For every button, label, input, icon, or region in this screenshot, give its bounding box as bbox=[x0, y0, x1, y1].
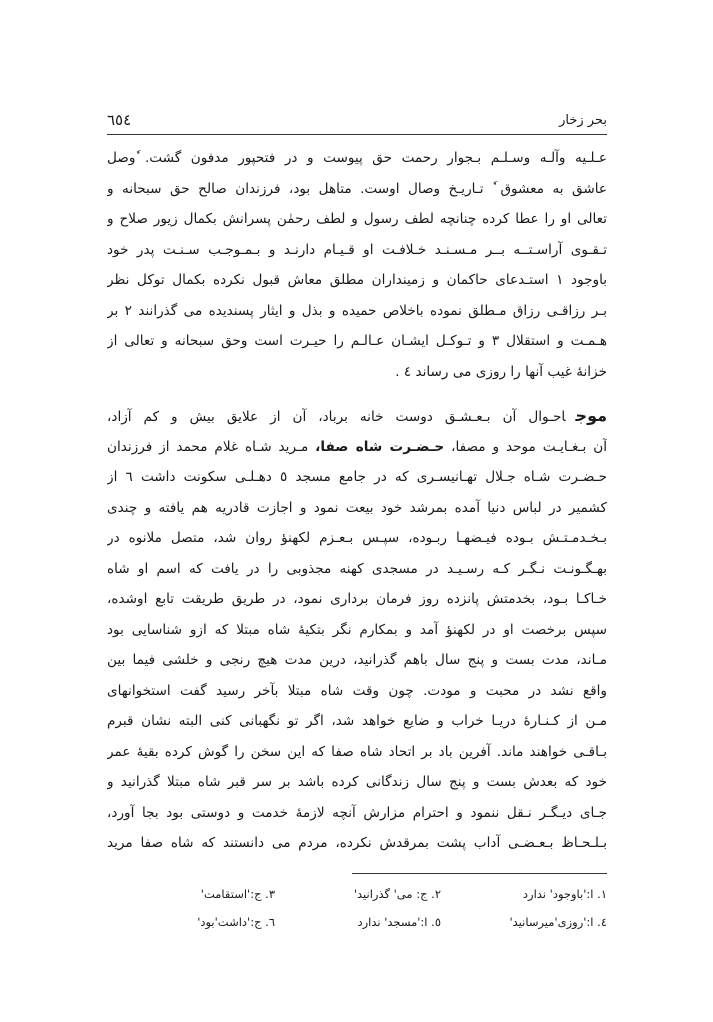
text-line: مـاند، مدت بست و پنج سال باهم گذرانید، درین مدت هیچ رنجی و خلشی فیما بین bbox=[107, 652, 607, 668]
text-line: بـر رزاقـی رزاق مـطلق نموده باخلاص حمیده و بذل و ایثار پسندیده می گذرانند ٢ بر bbox=[107, 302, 607, 319]
text-span: احـوال آن بـعـشـق دوست خانه برباد، آن از علایق بیش و کم آزاد، bbox=[107, 409, 566, 425]
text-line: خود که بعدش بست و پنج سال زندگانی کرده باشد بر سر قبر شاه مبتلا گذرانید و bbox=[107, 774, 607, 790]
text-line: بـخـدمـتـش بـوده فیـضهـا ربـوده، سپـس بـعـزم لکهنؤ روان شد، متصل ملانوه در bbox=[107, 530, 607, 546]
paragraph-gap bbox=[107, 387, 607, 401]
footnote: ١. ا:'باوجود' ندارد bbox=[522, 887, 607, 901]
text-line: مـن از کـنـارهٔ دریـا خراب و ضایع خواهد شد، اگر تو نگهبانی کنی البته نشان قبرم bbox=[107, 713, 607, 729]
text-line: هـمـت و استقلال ٣ و تـوکـل ایشـان عـالـم را حیـرت است وحق سبحانه و تعالی از bbox=[107, 333, 607, 349]
footnote-divider bbox=[352, 873, 607, 874]
text-line: بـاقـی خواهند ماند. آفرین باد بر اتحاد شاه صفا که این سخن را گوش کرده بقیهٔ عمر bbox=[107, 743, 607, 760]
text-line: کشمیر در لباس دنیا آمده بمرشد خود بیعت نمود و اجازت قادریه هم یافته و چندی bbox=[107, 499, 607, 516]
running-title: بحر زخار bbox=[559, 113, 607, 128]
text-line: عاشق به معشوق ٗ تـاریـخ وصال اوست. متاهل بود، فرزندان صالح حق سبحانه و bbox=[107, 180, 607, 197]
text-line: واقع نشد در محبت و مودت. چون وقت شاه مبتلا بآخر رسید گفت استخوانهای bbox=[107, 682, 607, 699]
text-span: آن بـغـایـت موحد و مصفا، bbox=[451, 438, 607, 455]
body-text bbox=[107, 143, 607, 859]
text-line: جـای دیـگـر نـقل ننمود و احترام مزارش آنچه لازمهٔ خدمت و دوستی بود بجا آورد، bbox=[107, 804, 607, 821]
text-line: بهـگـونـت نـگـر کـه رسـیـد در مسجدی کهنه مجذوبی را در یافت که اسم او شاه bbox=[107, 560, 607, 577]
page-header bbox=[107, 108, 607, 135]
entry-heading-line bbox=[107, 401, 607, 432]
footnote-row bbox=[107, 908, 607, 936]
text-line: خـاکـا بـود، بخدمتش پانزده روز فرمان برداری نمود، در طریق طریقت تابع اوشده، bbox=[107, 591, 607, 607]
text-line: حـضـرت شـاه جـلال تهـانیسـری که در جامع مسجد ٥ دهـلـی سکونت داشت ٦ از bbox=[107, 469, 607, 485]
footnote: ٣. ج:'استقامت' bbox=[200, 887, 275, 901]
text-line bbox=[107, 432, 607, 463]
footnote: ٥. ا:'مسجد' ندارد bbox=[357, 915, 441, 929]
footnote: ٤. ا:'روزی'میرسانید' bbox=[509, 915, 607, 929]
text-span: مـرید شـاه غلام محمد از فرزندان bbox=[107, 438, 309, 455]
text-line: سپس برخصت او در لکهنؤ آمد و بمکارم نگر بتکیهٔ شاه مبتلا که ازو شناسایی بود bbox=[107, 621, 607, 638]
text-line: تـقـوی آراسـتــه بــر مـسـنـد خـلافـت او قـیـام دارنـد و بـمـوجـب سـنـت پدر خود bbox=[107, 241, 607, 258]
footnote-row bbox=[107, 880, 607, 908]
footnote: ٦. ج:'داشت'بود' bbox=[197, 915, 275, 929]
footnote: ٢. ج: می' گذرانید' bbox=[353, 887, 441, 901]
text-line: خزانهٔ غیب آنها را روزی می رساند ٤ . bbox=[395, 363, 607, 380]
page-number: ٦٥٤ bbox=[107, 111, 132, 129]
footnotes bbox=[107, 880, 607, 936]
text-line: باوجود ١ استـدعای حاکمان و زمینداران مطلق معاش قبول نکرده بکمال توکل نظر bbox=[107, 272, 607, 288]
text-line: عـلـیه وآلـه وسـلـم بـجوار رحمت حق پیوست و در فتحپور مدفون گشت. ٗوصل bbox=[107, 150, 607, 166]
entry-heading: موج bbox=[575, 406, 607, 425]
text-line: بـلـحـاظ بـعـضـی آداب پشت بمرقدش نکرده، مردم می دانستند که شاه صفا مرید bbox=[107, 835, 607, 851]
bold-name: حـضـرت شاه صفا، bbox=[315, 438, 445, 455]
text-line: تعالی او را عطا کرده چنانچه لطف رسول و لطف رحمٰن پسرانش بکمال زیور صلاح و bbox=[107, 211, 607, 227]
